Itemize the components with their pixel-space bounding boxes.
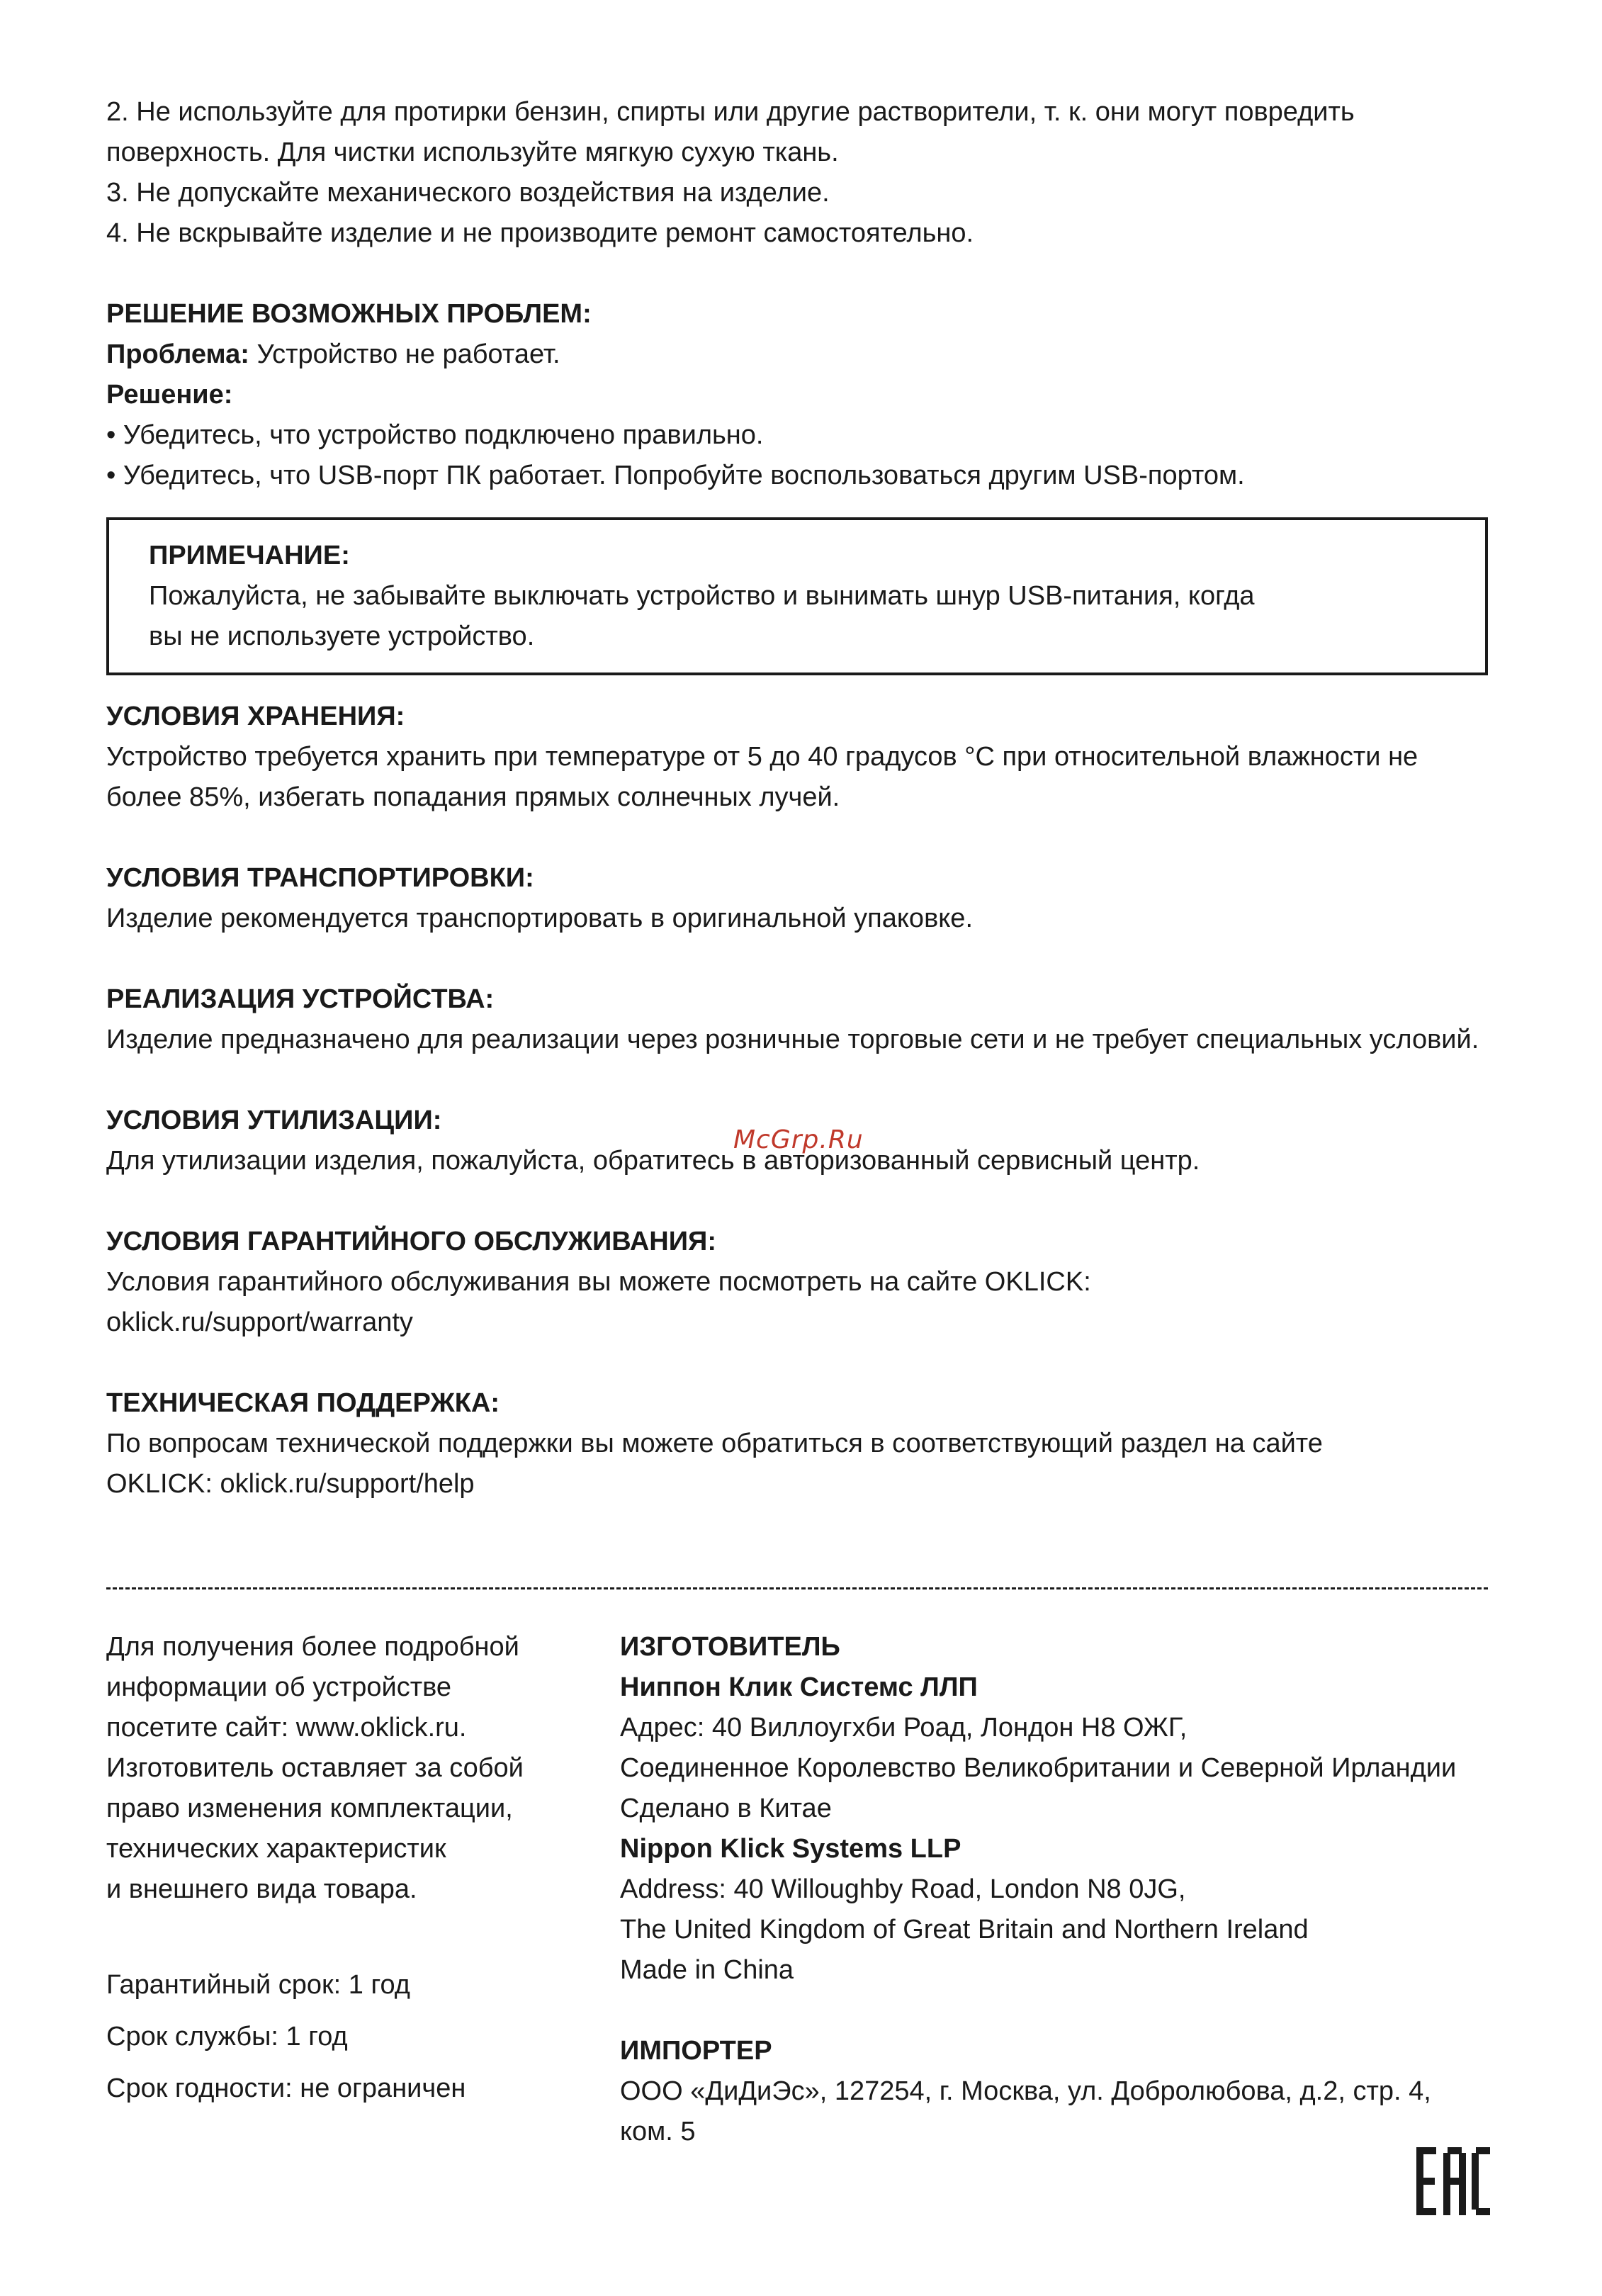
eac-mark-icon [1416,2147,1490,2215]
footer-right-column [620,1627,1491,2152]
sales-text: Изделие предназначено для реализации через розничные торговые сети и не требует специальных условий. [106,1025,1479,1054]
info-line: Для получения более подробной [106,1632,519,1662]
made-in-ru: Сделано в Китае [620,1794,832,1823]
address-ru-line-1: Адрес: 40 Виллоугхби Роад, Лондон Н8 ОЖГ, [620,1713,1188,1743]
importer-text: ООО «ДиДиЭс», 127254, г. Москва, ул. Добролюбова, д.2, стр. 4, ком. 5 [620,2076,1431,2146]
manufacturer-heading: ИЗГОТОВИТЕЛЬ [620,1632,840,1662]
address-en-line-2: The United Kingdom of Great Britain and Northern Ireland [620,1915,1309,1945]
troubleshooting-heading: РЕШЕНИЕ ВОЗМОЖНЫХ ПРОБЛЕМ: [106,299,592,329]
storage-text: Устройство требуется хранить при температуре от 5 до 40 градусов °С при относительной влажности не более 85%, избегать попадания прямых солнечных лучей. [106,742,1418,812]
disposal-heading: УСЛОВИЯ УТИЛИЗАЦИИ: [106,1105,442,1135]
warranty-heading: УСЛОВИЯ ГАРАНТИЙНОГО ОБСЛУЖИВАНИЯ: [106,1227,716,1256]
note-line-2: вы не используете устройство. [149,621,535,651]
care-item-2: 2. Не используйте для протирки бензин, спирты или другие растворители, т. к. они могут повредить поверхность. Для чистки используйте мягкую сухую ткань. [106,97,1355,167]
problem-text: Устройство не работает. [249,339,560,369]
terms-list [106,1959,602,2115]
storage-heading: УСЛОВИЯ ХРАНЕНИЯ: [106,702,405,731]
support-line-1: По вопросам технической поддержки вы можете обратиться в соответствующий раздел на сайте [106,1429,1323,1458]
problem-label: Проблема: [106,339,249,369]
warranty-period: Гарантийный срок: 1 год [106,1970,410,2000]
support-line-2[interactable]: OKLICK: oklick.ru/support/help [106,1469,475,1499]
note-heading: ПРИМЕЧАНИЕ: [149,541,350,570]
info-line: посетите сайт: www.oklick.ru. [106,1713,467,1743]
info-line: Изготовитель оставляет за собой [106,1753,524,1783]
watermark-text: McGrp.Ru [733,1125,864,1154]
made-in-en: Made in China [620,1955,794,1985]
note-line-1: Пожалуйста, не забывайте выключать устройство и вынимать шнур USB-питания, когда [149,581,1255,611]
importer-heading: ИМПОРТЕР [620,2036,772,2066]
solution-bullet-2: • Убедитесь, что USB-порт ПК работает. Попробуйте воспользоваться другим USB-портом. [106,461,1245,490]
problem-line [106,334,1488,375]
info-line: и внешнего вида товара. [106,1874,417,1904]
address-en-line-1: Address: 40 Willoughby Road, London N8 0JG, [620,1874,1186,1904]
warranty-line-1: Условия гарантийного обслуживания вы можете посмотреть на сайте OKLICK: [106,1267,1091,1297]
care-item-3: 3. Не допускайте механического воздействия на изделие. [106,178,830,208]
company-name-en: Nippon Klick Systems LLP [620,1834,961,1864]
service-life: Срок службы: 1 год [106,2022,348,2052]
info-line: технических характеристик [106,1834,446,1864]
info-line: информации об устройстве [106,1672,452,1702]
dashed-divider [106,1587,1488,1589]
care-item-4: 4. Не вскрывайте изделие и не производите ремонт самостоятельно. [106,218,974,248]
info-line: право изменения комплектации, [106,1794,513,1823]
manual-page [106,92,1488,1504]
shelf-life: Срок годности: не ограничен [106,2073,466,2103]
address-ru-line-2: Соединенное Королевство Великобритании и Северной Ирландии [620,1753,1457,1783]
transport-text: Изделие рекомендуется транспортировать в оригинальной упаковке. [106,904,973,933]
transport-heading: УСЛОВИЯ ТРАНСПОРТИРОВКИ: [106,863,534,893]
warranty-link[interactable]: oklick.ru/support/warranty [106,1307,413,1337]
note-box [106,517,1488,675]
solution-label: Решение: [106,380,233,410]
solution-bullet-1: • Убедитесь, что устройство подключено правильно. [106,420,764,450]
footer-left-column [106,1627,602,2115]
support-heading: ТЕХНИЧЕСКАЯ ПОДДЕРЖКА: [106,1388,500,1418]
disposal-text: Для утилизации изделия, пожалуйста, обратитесь в авторизованный сервисный центр. [106,1146,1200,1176]
company-name-ru: Ниппон Клик Системс ЛЛП [620,1672,978,1702]
sales-heading: РЕАЛИЗАЦИЯ УСТРОЙСТВА: [106,984,495,1014]
